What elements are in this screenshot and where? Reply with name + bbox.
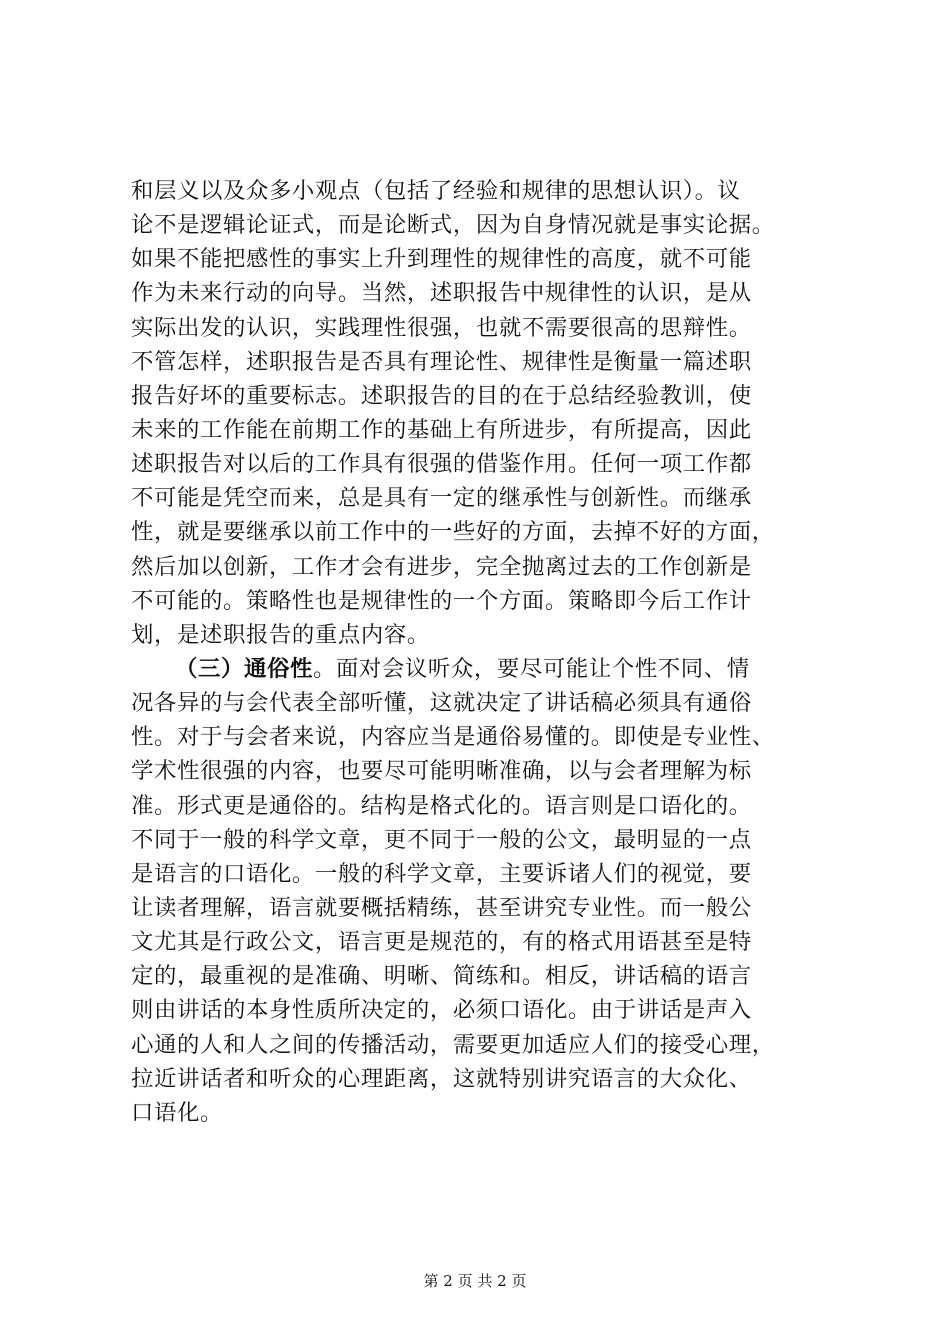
paragraph-line: 口语化。 — [131, 1099, 223, 1126]
paragraph-line: 然后加以创新，工作才会有进步，完全抛离过去的工作创新是 — [131, 553, 752, 580]
paragraph-line: 性。对于与会者来说，内容应当是通俗易懂的。即使是专业性、 — [131, 724, 775, 751]
paragraph-line: 况各异的与会代表全部听懂，这就决定了讲话稿必须具有通俗 — [131, 690, 752, 717]
paragraph-line: 学术性很强的内容，也要尽可能明晰准确，以与会者理解为标 — [131, 758, 752, 785]
paragraph-line: 述职报告对以后的工作具有很强的借鉴作用。任何一项工作都 — [131, 451, 752, 478]
paragraph-line: 心通的人和人之间的传播活动，需要更加适应人们的接受心理， — [131, 1031, 775, 1058]
section-heading-line — [131, 652, 831, 686]
paragraph-line: 是语言的口语化。一般的科学文章，主要诉诸人们的视觉，要 — [131, 860, 752, 887]
paragraph-line: 不可能的。策略性也是规律性的一个方面。策略即今后工作计 — [131, 587, 752, 614]
paragraph-line: 不同于一般的科学文章，更不同于一般的公文，最明显的一点 — [131, 826, 752, 853]
paragraph-line: 不管怎样，述职报告是否具有理论性、规律性是衡量一篇述职 — [131, 348, 752, 375]
paragraph-line: 性，就是要继承以前工作中的一些好的方面，去掉不好的方面， — [131, 519, 775, 546]
paragraph-line: 定的，最重视的是准确、明晰、简练和。相反，讲话稿的语言 — [131, 963, 752, 990]
paragraph-line: 未来的工作能在前期工作的基础上有所进步，有所提高，因此 — [131, 416, 752, 443]
paragraph-line-rest: 。面对会议听众，要尽可能让个性不同、情 — [312, 655, 750, 682]
paragraph-line: 和层义以及众多小观点（包括了经验和规律的思想认识）。议 — [131, 178, 741, 204]
paragraph-line: 实际出发的认识，实践理性很强，也就不需要很高的思辩性。 — [131, 314, 752, 341]
paragraph-line: 让读者理解，语言就要概括精练，甚至讲究专业性。而一般公 — [131, 894, 752, 921]
paragraph-line: 作为未来行动的向导。当然，述职报告中规律性的认识，是从 — [131, 280, 752, 307]
paragraph-line: 准。形式更是通俗的。结构是格式化的。语言则是口语化的。 — [131, 792, 752, 819]
paragraph-line: 不可能是凭空而来，总是具有一定的继承性与创新性。而继承 — [131, 485, 752, 512]
paragraph-line: 文尤其是行政公文，语言更是规范的，有的格式用语甚至是特 — [131, 929, 752, 956]
section-heading: （三）通俗性 — [175, 655, 313, 682]
paragraph-line: 如果不能把感性的事实上升到理性的规律性的高度，就不可能 — [131, 246, 752, 273]
paragraph-line: 论不是逻辑论证式，而是论断式，因为自身情况就是事实论据。 — [131, 212, 775, 239]
paragraph-line: 报告好坏的重要标志。述职报告的目的在于总结经验教训，使 — [131, 382, 752, 409]
paragraph-line: 划，是述职报告的重点内容。 — [131, 621, 430, 648]
body-text — [131, 174, 831, 1130]
page-footer: 第 2 页 共 2 页 — [423, 1272, 527, 1290]
paragraph-line: 拉近讲话者和听众的心理距离，这就特别讲究语言的大众化、 — [131, 1065, 752, 1092]
paragraph-line: 则由讲话的本身性质所决定的，必须口语化。由于讲话是声入 — [131, 997, 752, 1024]
